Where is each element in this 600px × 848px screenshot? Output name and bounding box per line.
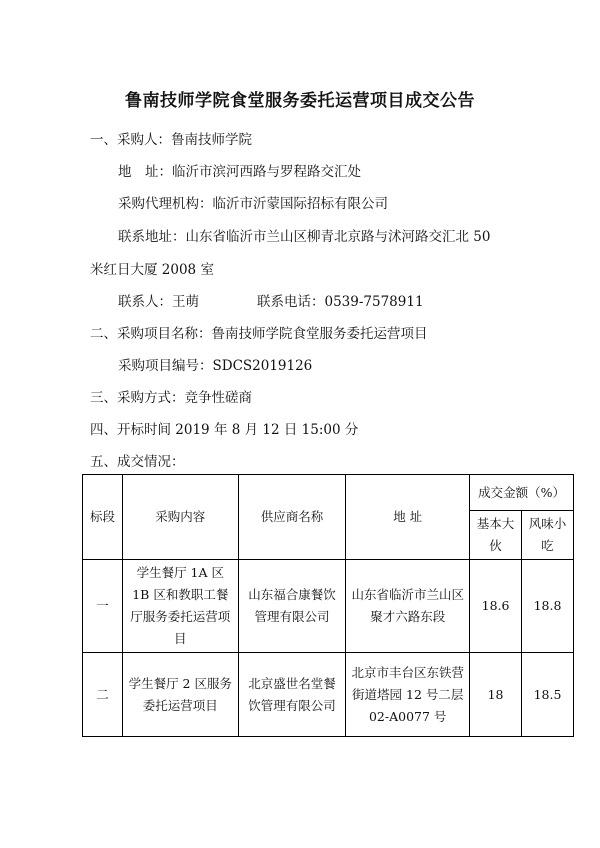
project-name-line: 二、采购项目名称：鲁南技师学院食堂服务委托运营项目 [90, 326, 428, 342]
contact-person: 联系人：王萌 [118, 294, 199, 310]
row-content: 学生餐厅 1A 区 1B 区和教职工餐厅服务委托运营项目 [122, 560, 238, 653]
row-address: 山东省临沂市兰山区聚才六路东段 [346, 560, 470, 653]
row-section: 一 [83, 560, 123, 653]
page-title: 鲁南技师学院食堂服务委托运营项目成交公告 [125, 91, 475, 111]
header-address: 地 址 [346, 475, 470, 560]
result-table [82, 474, 574, 737]
contact-address-continuation: 米红日大厦 2008 室 [90, 262, 214, 278]
purchaser-line: 一、采购人：鲁南技师学院 [90, 132, 252, 148]
row-basic: 18.6 [470, 560, 522, 653]
contact-line [118, 290, 424, 310]
contact-phone: 联系电话：0539-7578911 [257, 294, 424, 310]
table-row [83, 560, 574, 653]
address-line: 地 址：临沂市滨河西路与罗程路交汇处 [118, 164, 361, 180]
row-basic: 18 [470, 653, 522, 737]
header-flavor: 风味小吃 [522, 511, 574, 560]
contact-address-line: 联系地址：山东省临沂市兰山区柳青北京路与沭河路交汇北 50 [118, 229, 491, 245]
row-content: 学生餐厅 2 区服务委托运营项目 [122, 653, 238, 737]
row-supplier: 北京盛世名堂餐饮管理有限公司 [238, 653, 346, 737]
header-content: 采购内容 [122, 475, 238, 560]
row-flavor: 18.8 [522, 560, 574, 653]
method-line: 三、采购方式：竞争性磋商 [90, 390, 252, 406]
row-flavor: 18.5 [522, 653, 574, 737]
header-amount: 成交金额（%） [470, 475, 574, 511]
row-section: 二 [83, 653, 123, 737]
open-time-line: 四、开标时间 2019 年 8 月 12 日 15:00 分 [90, 422, 359, 438]
result-heading: 五、成交情况： [90, 454, 185, 470]
table-row [83, 653, 574, 737]
row-address: 北京市丰台区东铁营街道塔园 12 号二层 02-A0077 号 [346, 653, 470, 737]
row-supplier: 山东福合康餐饮管理有限公司 [238, 560, 346, 653]
header-section: 标段 [83, 475, 123, 560]
project-code-line: 采购项目编号：SDCS2019126 [118, 358, 313, 374]
header-basic: 基本大伙 [470, 511, 522, 560]
header-supplier: 供应商名称 [238, 475, 346, 560]
agency-line: 采购代理机构：临沂市沂蒙国际招标有限公司 [118, 196, 388, 212]
